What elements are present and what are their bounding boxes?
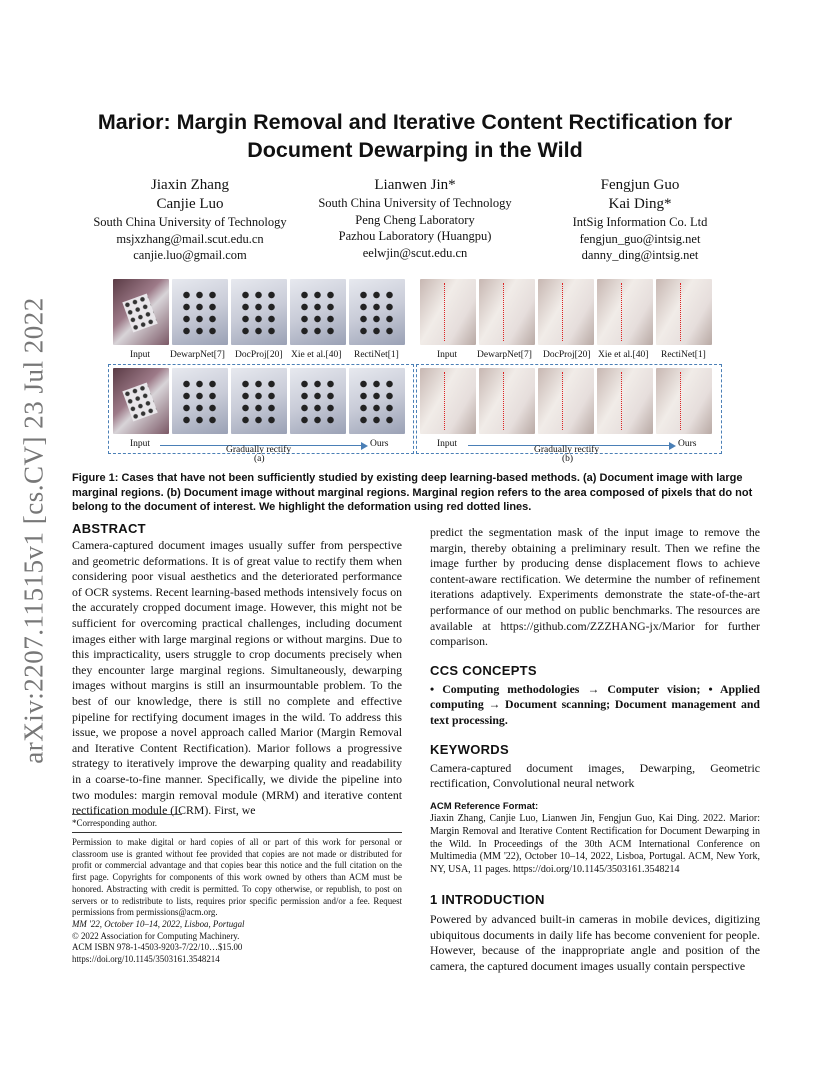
keywords-heading: KEYWORDS [430, 741, 509, 757]
acm-reference-text: Jiaxin Zhang, Canjie Luo, Lianwen Jin, Fengjun Guo, Kai Ding. 2022. Marior: Margin Removal and Iterative Content Rectification for Document Dewarping in the Wild. In Proceedings of the 30th ACM International Conference on Multimedia (MM '22), October 10–14, 2022, Lisboa, Portugal. ACM, New York, NY, USA, 11 pages. https://doi.org/10.1145/3503161.3548214 [430, 812, 760, 876]
permission-block [72, 837, 402, 966]
figure-image-iteration [597, 368, 653, 434]
figure-label-dewarpnet: DewarpNet[7] [477, 350, 532, 360]
figure-image-input [420, 279, 476, 345]
figure-label-ours: Ours [678, 439, 697, 449]
introduction-text: Powered by advanced built-in cameras in mobile devices, digitizing ubiquitous documents in daily life has become convenient for people. However, because of the inappropriate angle and position of the camera, the captured document images usually contain perspective [430, 912, 760, 974]
author-name: Kai Ding* [608, 196, 672, 212]
figure-image-input [113, 368, 169, 434]
figure-image-dewarpnet [479, 279, 535, 345]
conference-line: MM '22, October 10–14, 2022, Lisboa, Portugal [72, 918, 245, 929]
author-name: Lianwen Jin* [374, 177, 456, 193]
isbn-line: ACM ISBN 978-1-4503-9203-7/22/10…$15.00 [72, 942, 243, 953]
figure-image-ours [349, 368, 405, 434]
figure-label-ours: Ours [370, 439, 389, 449]
figure-panel-a-label: (a) [254, 454, 265, 464]
paper-title: Marior: Margin Removal and Iterative Content Rectification for Document Dewarping in the Wild [97, 110, 733, 162]
figure-image-iteration [290, 368, 346, 434]
figure-label-dewarpnet: DewarpNet[7] [170, 350, 225, 360]
permission-text: Permission to make digital or hard copies of all or part of this work for personal or classroom use is granted without fee provided that copies are not made or distributed for profit or commercial advantage and that copies bear this notice and the full citation on the first page. Copyrights for components of this work owned by others than ACM must be honored. Abstracting with credit is permitted. To copy otherwise, or republish, to post on servers or to redistribute to lists, requires prior specific permission and/or a fee. Request permissions from permissions@acm.org. [72, 837, 402, 918]
figure-label-input: Input [130, 350, 151, 360]
figure-label-progress: Gradually rectify [226, 445, 292, 455]
figure-label-input: Input [437, 439, 458, 449]
figure-label-rectinet: RectiNet[1] [661, 350, 706, 360]
figure-image-dewarpnet [172, 279, 228, 345]
keywords-text: Camera-captured document images, Dewarping, Geometric rectification, Convolutional neural network [430, 760, 760, 791]
abstract-continued: predict the segmentation mask of the input image to remove the margin, thereby obtaining a preliminary result. Then we refine the image further by producing dense displacement flows to achieve content-aware rectification. We determine the number of refinement iterations adaptively. Experiments demonstrate the state-of-the-art performance of our method on public benchmarks. The resources are available at https://github.com/ZZZHANG-jx/Marior for further comparison. [430, 525, 760, 649]
figure-image-iteration [172, 368, 228, 434]
ccs-heading: CCS CONCEPTS [430, 662, 537, 678]
figure-image-rectinet [656, 279, 712, 345]
author-block [70, 176, 760, 266]
abstract-text: Camera-captured document images usually suffer from perspective and geometric deformations. It is of great value to rectify them when considering poor visual aesthetics and the deteriorated performance of OCR systems. Recent learning-based methods intensively focus on the accurately cropped document image. However, this might not be sufficient for overcoming practical challenges, including document images either with large marginal regions or without margins. Due to this impracticality, users struggle to crop documents precisely when they encounter large marginal regions. Simultaneously, dewarping images without margins is still an insurmountable problem. To the best of our knowledge, there is still no complete and effective pipeline for rectifying document images in the wild. To address this issue, we propose a novel approach called Marior (Margin Removal and Iterative Content Rectification). Marior follows a progressive strategy to iteratively improve the dewarping quality and readability in a coarse-to-fine manner. Specifically, we divide the pipeline into two modules: margin removal module (MRM) and iterative content rectification module (ICRM). First, we [72, 538, 402, 818]
figure-image-xie [290, 279, 346, 345]
permission-divider [72, 832, 402, 833]
figure-image-xie [597, 279, 653, 345]
figure-label-xie: Xie et al.[40] [291, 350, 342, 360]
author-affiliation: South China University of Technology [93, 215, 287, 229]
author-name: Jiaxin Zhang [151, 177, 229, 193]
figure-image-iteration [231, 368, 287, 434]
author-email: msjxzhang@mail.scut.edu.cn [116, 231, 264, 246]
acm-reference-heading: ACM Reference Format: [430, 800, 539, 812]
author-email: eelwjin@scut.edu.cn [362, 245, 468, 260]
footnote-divider [72, 814, 182, 815]
author-affiliation: Peng Cheng Laboratory [355, 212, 475, 227]
figure-label-input: Input [130, 439, 151, 449]
figure-label-docproj: DocProj[20] [543, 350, 591, 360]
author-email: fengjun_guo@intsig.net [579, 231, 701, 246]
doi-line: https://doi.org/10.1145/3503161.3548214 [72, 954, 220, 965]
figure-label-xie: Xie et al.[40] [598, 350, 649, 360]
introduction-heading: 1 INTRODUCTION [430, 892, 545, 908]
author-group-3 [520, 176, 760, 264]
author-name: Fengjun Guo [600, 177, 680, 193]
author-affiliation: South China University of Technology [318, 196, 512, 210]
figure-label-docproj: DocProj[20] [235, 350, 283, 360]
author-group-1 [70, 176, 310, 264]
author-email: canjie.luo@gmail.com [133, 248, 247, 262]
figure-image-input [113, 279, 169, 345]
author-affiliation: IntSig Information Co. Ltd [572, 215, 708, 229]
figure-1 [108, 276, 762, 466]
figure-image-iteration [538, 368, 594, 434]
abstract-heading: ABSTRACT [72, 521, 146, 536]
author-email: danny_ding@intsig.net [581, 248, 699, 262]
arxiv-identifier: arXiv:2207.11515v1 [cs.CV] 23 Jul 2022 [18, 296, 49, 764]
left-column [72, 520, 402, 819]
figure-label-progress: Gradually rectify [534, 445, 600, 455]
figure-label-input: Input [437, 350, 458, 360]
corresponding-author-note: *Corresponding author. [72, 818, 157, 828]
figure-caption: Figure 1: Cases that have not been sufficiently studied by existing deep learning-based methods. (a) Document image with large marginal regions. (b) Document image without marginal regions. Marginal region refers to the area composed of pixels that do not belong to the document of interest. We highlight the deformation using red dotted lines. [72, 472, 753, 513]
figure-label-rectinet: RectiNet[1] [354, 350, 399, 360]
figure-image-docproj [538, 279, 594, 345]
author-name: Canjie Luo [156, 196, 224, 212]
figure-image-docproj [231, 279, 287, 345]
right-column [430, 525, 760, 975]
copyright-line: © 2022 Association for Computing Machinery. [72, 930, 240, 941]
figure-image-input [420, 368, 476, 434]
author-affiliation: Pazhou Laboratory (Huangpu) [338, 229, 492, 243]
author-group-2 [295, 176, 535, 261]
figure-image-ours [656, 368, 712, 434]
ccs-text: • Computing methodologies → Computer vision; • Applied computing → Document scanning; Document management and text processing. [430, 681, 760, 727]
figure-panel-b-label: (b) [562, 454, 574, 464]
figure-image-iteration [479, 368, 535, 434]
figure-image-rectinet [349, 279, 405, 345]
